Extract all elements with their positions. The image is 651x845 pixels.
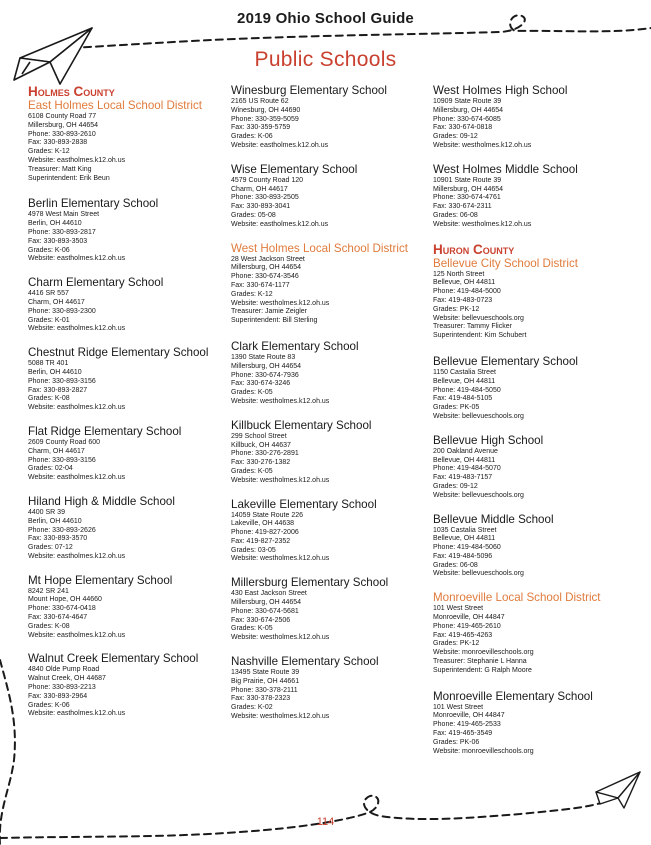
info-line: 101 West Street — [433, 703, 484, 711]
info-line: Website: bellevueschools.org — [433, 491, 524, 499]
school-entry — [231, 163, 436, 230]
school-entry — [28, 495, 233, 562]
info-line: Superintendent: Bill Sterling — [231, 317, 318, 325]
info-line: Phone: 330-378-2111 — [231, 686, 298, 694]
info-line: Grades: 02-04 — [28, 465, 73, 473]
info-line: Grades: K-05 — [231, 625, 273, 633]
school-entry — [231, 419, 436, 486]
info-line: Fax: 330-674-0818 — [433, 124, 493, 132]
school-name: Nashville Elementary School — [231, 655, 379, 669]
school-name: Millersburg Elementary School — [231, 576, 389, 590]
info-line: Grades: K-12 — [231, 290, 273, 298]
info-line: 200 Oakland Avenue — [433, 447, 498, 455]
info-line: Phone: 330-893-2213 — [28, 684, 96, 692]
info-line: Bellevue, OH 44811 — [433, 535, 496, 543]
info-line: Treasurer: Tammy Flicker — [433, 323, 512, 331]
info-line: Phone: 330-893-2300 — [28, 307, 96, 315]
info-line: Grades: K-01 — [28, 316, 70, 324]
info-line: Phone: 419-827-2006 — [231, 529, 299, 537]
school-entry — [433, 355, 638, 422]
school-name: West Holmes High School — [433, 84, 568, 97]
school-name: Lakeville Elementary School — [231, 497, 377, 511]
info-line: Berlin, OH 44610 — [28, 517, 82, 525]
school-entry — [28, 346, 233, 413]
info-line: Grades: K-02 — [231, 704, 273, 712]
listing-column-3 — [433, 84, 638, 768]
school-name: Bellevue Middle School — [433, 512, 554, 526]
school-name: Mt Hope Elementary School — [28, 573, 173, 587]
info-line: 1150 Castalia Street — [433, 368, 496, 376]
info-line: Monroeville, OH 44847 — [433, 614, 505, 622]
page-number: 114 — [316, 816, 335, 828]
info-line: Grades: 06-08 — [433, 561, 478, 569]
info-line: Winesburg, OH 44690 — [231, 106, 301, 114]
info-line: Website: eastholmes.k12.oh.us — [28, 710, 126, 718]
info-line: Charm, OH 44617 — [231, 185, 288, 193]
school-name: Chestnut Ridge Elementary School — [28, 346, 209, 360]
info-line: Lakeville, OH 44638 — [231, 520, 295, 528]
school-name: Monroeville Elementary School — [433, 689, 593, 703]
info-line: Fax: 419-484-5096 — [433, 552, 493, 560]
info-line: Phone: 330-674-6085 — [433, 115, 501, 123]
info-line: Website: bellevueschools.org — [433, 314, 524, 322]
school-entry — [231, 84, 436, 151]
info-line: Website: bellevueschools.org — [433, 570, 524, 578]
info-line: Grades: K-12 — [28, 148, 70, 156]
info-line: Grades: K-08 — [28, 622, 70, 630]
school-entry — [231, 498, 436, 565]
info-line: Website: monroevilleschools.org — [433, 649, 534, 657]
info-line: Phone: 330-893-2626 — [28, 526, 96, 534]
info-line: Charm, OH 44617 — [28, 447, 85, 455]
info-line: Grades: 07-12 — [28, 544, 73, 552]
info-line: Fax: 330-674-2311 — [433, 203, 492, 211]
info-line: Fax: 330-893-3041 — [231, 203, 291, 211]
info-line: Fax: 419-483-7157 — [433, 474, 493, 482]
info-line: Phone: 330-674-5681 — [231, 607, 299, 615]
info-line: Grades: 05-08 — [231, 211, 276, 219]
info-line: Bellevue, OH 44811 — [433, 377, 496, 385]
info-line: Millersburg, OH 44654 — [231, 362, 302, 370]
info-line: 5088 TR 401 — [28, 360, 69, 368]
info-line: Fax: 330-378-2323 — [231, 695, 291, 703]
school-entry — [28, 197, 233, 264]
district-entry — [28, 99, 233, 183]
info-line: Grades: PK-05 — [433, 404, 480, 412]
info-line: 299 School Street — [231, 432, 287, 440]
info-line: Grades: K-06 — [28, 246, 70, 254]
info-line: 4400 SR 39 — [28, 508, 65, 516]
info-line: Website: westholmes.k12.oh.us — [231, 299, 330, 307]
paper-airplane-small-icon — [596, 772, 640, 808]
school-entry — [433, 513, 638, 580]
info-line: Millersburg, OH 44654 — [28, 121, 99, 129]
school-entry — [231, 340, 436, 407]
info-line: Millersburg, OH 44654 — [231, 264, 302, 272]
info-line: Grades: K-08 — [28, 395, 70, 403]
info-line: Website: westholmes.k12.oh.us — [231, 634, 330, 642]
info-line: 430 East Jackson Street — [231, 590, 307, 598]
school-entry — [231, 576, 436, 643]
info-line: Website: bellevueschools.org — [433, 412, 524, 420]
info-line: Grades: 03-05 — [231, 546, 276, 554]
listing-column-1 — [28, 84, 233, 731]
info-line: 4840 Olde Pump Road — [28, 666, 100, 674]
info-line: Website: eastholmes.k12.oh.us — [28, 156, 126, 164]
info-line: Website: eastholmes.k12.oh.us — [231, 141, 329, 149]
info-line: Fax: 419-483-0723 — [433, 296, 493, 304]
info-line: Phone: 330-893-3156 — [28, 377, 96, 385]
info-line: 28 West Jackson Street — [231, 255, 305, 263]
district-name: West Holmes Local School District — [231, 241, 408, 255]
info-line: Fax: 330-893-3503 — [28, 237, 88, 245]
info-line: Phone: 330-893-3156 — [28, 456, 96, 464]
info-line: Phone: 330-674-7936 — [231, 371, 299, 379]
info-line: Fax: 419-465-3549 — [433, 730, 493, 738]
school-entry — [231, 655, 436, 722]
info-line: Website: eastholmes.k12.oh.us — [28, 631, 126, 639]
school-name: Flat Ridge Elementary School — [28, 424, 182, 438]
info-line: Big Prairie, OH 44661 — [231, 677, 300, 685]
district-entry — [231, 242, 436, 326]
listing-column-2 — [231, 84, 436, 734]
info-line: Superintendent: G Ralph Moore — [433, 666, 532, 674]
school-entry — [28, 425, 233, 483]
info-line: 8242 SR 241 — [28, 587, 69, 595]
info-line: Grades: K-05 — [231, 389, 273, 397]
school-entry — [28, 574, 233, 641]
info-line: Website: westholmes.k12.oh.us — [231, 713, 330, 721]
info-line: Grades: PK-06 — [433, 738, 480, 746]
info-line: Treasurer: Stephanie L Hanna — [433, 658, 527, 666]
guide-title: 2019 Ohio School Guide — [237, 10, 414, 27]
info-line: Phone: 419-484-5000 — [433, 288, 501, 296]
info-line: Berlin, OH 44610 — [28, 220, 82, 228]
info-line: Website: monroevilleschools.org — [433, 747, 534, 755]
info-line: Killbuck, OH 44637 — [231, 441, 291, 449]
info-line: 10909 State Route 39 — [433, 98, 502, 105]
info-line: Phone: 330-359-5059 — [231, 115, 299, 123]
school-entry — [28, 276, 233, 334]
school-name: Wise Elementary School — [231, 162, 358, 176]
school-name: Winesburg Elementary School — [231, 84, 387, 97]
info-line: Fax: 419-827-2352 — [231, 537, 291, 545]
district-name: Bellevue City School District — [433, 256, 578, 270]
info-line: Treasurer: Matt King — [28, 165, 92, 173]
info-line: Charm, OH 44617 — [28, 298, 85, 306]
info-line: Fax: 419-465-4263 — [433, 631, 493, 639]
info-line: Berlin, OH 44610 — [28, 368, 82, 376]
info-line: Grades: 06-08 — [433, 211, 478, 219]
info-line: Website: eastholmes.k12.oh.us — [28, 404, 126, 412]
info-line: 10901 State Route 39 — [433, 176, 502, 184]
school-name: Berlin Elementary School — [28, 197, 159, 211]
info-line: 6108 County Road 77 — [28, 113, 97, 120]
info-line: Fax: 330-893-2827 — [28, 386, 88, 394]
info-line: Monroeville, OH 44847 — [433, 712, 505, 720]
info-line: 13495 State Route 39 — [231, 669, 300, 677]
info-line: Phone: 330-674-4761 — [433, 194, 501, 202]
info-line: 2609 County Road 600 — [28, 438, 100, 446]
info-line: Treasurer: Jamie Zeigler — [231, 308, 307, 316]
info-line: Phone: 330-674-0418 — [28, 605, 96, 613]
info-line: Phone: 330-893-2505 — [231, 194, 299, 202]
info-line: Mount Hope, OH 44660 — [28, 596, 102, 604]
section-title: Public Schools — [254, 48, 397, 71]
info-line: Fax: 330-276-1382 — [231, 459, 291, 467]
info-line: 1390 State Route 83 — [231, 353, 296, 361]
info-line: 4579 County Road 120 — [231, 176, 303, 184]
school-entry — [433, 163, 638, 230]
info-line: Grades: 09-12 — [433, 482, 478, 490]
info-line: Phone: 419-484-5050 — [433, 386, 501, 394]
school-entry — [28, 652, 233, 719]
info-line: Phone: 330-893-2817 — [28, 228, 96, 236]
info-line: 1035 Castalia Street — [433, 526, 497, 534]
info-line: Fax: 330-893-2838 — [28, 139, 88, 147]
info-line: Bellevue, OH 44811 — [433, 279, 496, 287]
info-line: Website: westholmes.k12.oh.us — [231, 555, 330, 563]
school-name: Hiland High & Middle School — [28, 494, 175, 508]
school-name: Walnut Creek Elementary School — [28, 652, 199, 666]
info-line: Millersburg, OH 44654 — [433, 106, 504, 114]
info-line: Grades: PK-12 — [433, 640, 480, 648]
school-name: Bellevue Elementary School — [433, 354, 579, 368]
info-line: Website: westholmes.k12.oh.us — [231, 476, 330, 484]
info-line: Fax: 330-674-1177 — [231, 281, 290, 289]
info-line: 101 West Street — [433, 605, 484, 613]
info-line: Website: westholmes.k12.oh.us — [433, 220, 532, 228]
info-line: Website: eastholmes.k12.oh.us — [28, 255, 126, 263]
county-heading: Huron County — [433, 241, 515, 257]
info-line: 125 North Street — [433, 270, 485, 278]
info-line: Phone: 330-893-2610 — [28, 130, 96, 138]
school-name: Charm Elementary School — [28, 276, 164, 290]
info-line: 4978 West Main Street — [28, 211, 100, 219]
info-line: Grades: 09-12 — [433, 133, 478, 141]
info-line: Phone: 330-276-2891 — [231, 450, 299, 458]
info-line: Phone: 419-484-5060 — [433, 544, 501, 552]
info-line: Phone: 419-484-5070 — [433, 465, 501, 473]
info-line: Fax: 330-893-3570 — [28, 535, 88, 543]
info-line: Grades: K-05 — [231, 467, 273, 475]
district-name: East Holmes Local School District — [28, 99, 202, 112]
info-line: Phone: 419-465-2533 — [433, 721, 501, 729]
info-line: Bellevue, OH 44811 — [433, 456, 496, 464]
school-name: Bellevue High School — [433, 433, 544, 447]
info-line: Website: eastholmes.k12.oh.us — [231, 220, 329, 228]
info-line: Superintendent: Kim Schubert — [433, 332, 527, 340]
district-name: Monroeville Local School District — [433, 591, 601, 605]
info-line: Grades: K-06 — [231, 133, 273, 141]
school-entry — [433, 434, 638, 501]
info-line: Millersburg, OH 44654 — [231, 599, 302, 607]
info-line: 2165 US Route 62 — [231, 98, 289, 105]
info-line: Website: eastholmes.k12.oh.us — [28, 474, 126, 482]
info-line: Phone: 330-674-3546 — [231, 273, 299, 281]
info-line: 14059 State Route 226 — [231, 511, 304, 519]
district-entry — [433, 257, 638, 341]
info-line: Website: westholmes.k12.oh.us — [433, 141, 532, 149]
info-line: Fax: 330-893-2964 — [28, 692, 88, 700]
school-entry — [433, 690, 638, 757]
info-line: Walnut Creek, OH 44687 — [28, 675, 106, 683]
district-entry — [433, 591, 638, 675]
info-line: Website: westholmes.k12.oh.us — [231, 397, 330, 405]
info-line: 4416 SR 557 — [28, 290, 69, 298]
school-entry — [433, 84, 638, 151]
school-name: Killbuck Elementary School — [231, 418, 372, 432]
info-line: Fax: 330-674-3246 — [231, 380, 291, 388]
info-line: Grades: K-06 — [28, 701, 70, 709]
info-line: Millersburg, OH 44654 — [433, 185, 504, 193]
info-line: Website: eastholmes.k12.oh.us — [28, 325, 126, 333]
info-line: Phone: 419-465-2610 — [433, 622, 501, 630]
info-line: Superintendent: Erik Beun — [28, 174, 110, 182]
info-line: Fax: 419-484-5105 — [433, 395, 493, 403]
info-line: Fax: 330-674-2506 — [231, 616, 291, 624]
info-line: Grades: PK-12 — [433, 305, 480, 313]
school-name: Clark Elementary School — [231, 339, 359, 353]
info-line: Fax: 330-674-4647 — [28, 614, 88, 622]
info-line: Website: eastholmes.k12.oh.us — [28, 552, 126, 560]
county-heading: Holmes County — [28, 84, 115, 99]
school-name: West Holmes Middle School — [433, 162, 578, 176]
info-line: Fax: 330-359-5759 — [231, 124, 291, 132]
